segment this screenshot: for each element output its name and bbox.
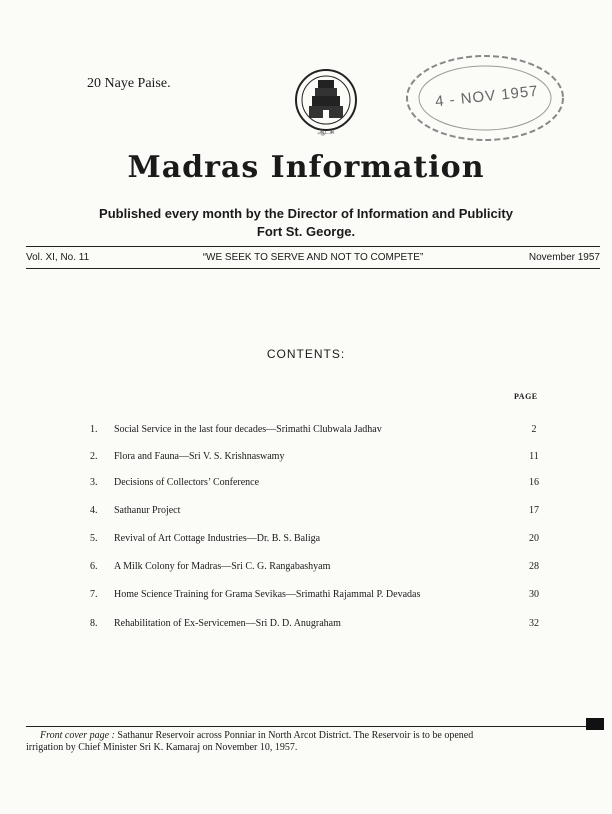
toc-number: 8.: [90, 618, 98, 629]
price-label: 20 Naye Paise.: [87, 76, 171, 91]
toc-page: 30: [529, 589, 539, 600]
toc-page: 28: [529, 561, 539, 572]
toc-page: 20: [529, 533, 539, 544]
toc-title: Home Science Training for Grama Sevikas—Srimathi Rajammal P. Devadas: [114, 589, 421, 600]
motto: “WE SEEK TO SERVE AND NOT TO COMPETE”: [202, 252, 424, 263]
stamp-date: 4 - NOV 1957: [434, 82, 540, 111]
toc-page: 32: [529, 618, 539, 629]
caption-label: Front cover page :: [40, 730, 115, 741]
caption-text: Sathanur Reservoir across Ponniar in North Arcot District. The Reservoir is to be opened: [117, 730, 474, 741]
toc-title: Flora and Fauna—Sri V. S. Krishnaswamy: [114, 451, 285, 462]
toc-item: [90, 561, 590, 577]
toc-title: Rehabilitation of Ex-Servicemen—Sri D. D. Anugraham: [114, 618, 341, 629]
toc-title: Revival of Art Cottage Industries—Dr. B. S. Baliga: [114, 533, 321, 544]
masthead-title: Madras Information: [127, 150, 485, 185]
publisher-place: Fort St. George.: [256, 224, 356, 239]
toc-item: [90, 505, 590, 521]
toc-item: [90, 618, 590, 634]
toc-page: 17: [529, 505, 539, 516]
toc-item: [90, 477, 590, 493]
top-rule: [26, 246, 600, 247]
volume-number: Vol. XI, No. 11: [26, 252, 90, 263]
page-column-header: PAGE: [514, 392, 538, 401]
publisher-line: Published every month by the Director of Information and Publicity: [99, 206, 513, 221]
contents-heading: CONTENTS:: [266, 347, 346, 361]
toc-title: Social Service in the last four decades—Srimathi Clubwala Jadhav: [114, 424, 382, 435]
toc-number: 6.: [90, 561, 98, 572]
cover-caption-continued: irrigation by Chief Minister Sri K. Kamaraj on November 10, 1957.: [26, 742, 298, 753]
toc-number: 4.: [90, 505, 98, 516]
toc-page: 11: [529, 451, 539, 462]
toc-title: Decisions of Collectors’ Conference: [114, 477, 260, 488]
toc-page: 2: [531, 424, 537, 435]
toc-number: 2.: [90, 451, 98, 462]
bottom-rule: [26, 268, 600, 269]
toc-number: 5.: [90, 533, 98, 544]
emblem-caption: ஆட்சி: [317, 130, 335, 136]
footer-rule: [26, 726, 600, 727]
toc-page: 16: [529, 477, 539, 488]
toc-number: 3.: [90, 477, 98, 488]
toc-item: [90, 589, 590, 605]
toc-number: 7.: [90, 589, 98, 600]
toc-title: A Milk Colony for Madras—Sri C. G. Rangabashyam: [114, 561, 331, 572]
toc-number: 1.: [90, 424, 98, 435]
toc-item: [90, 451, 590, 467]
ink-mark: [586, 718, 604, 730]
received-stamp: [395, 50, 565, 146]
issue-date: November 1957: [528, 252, 600, 263]
cover-caption: [40, 730, 473, 741]
toc-item: [90, 533, 590, 549]
state-emblem-icon: [290, 66, 362, 138]
toc-item: [90, 424, 590, 440]
toc-title: Sathanur Project: [114, 505, 181, 516]
